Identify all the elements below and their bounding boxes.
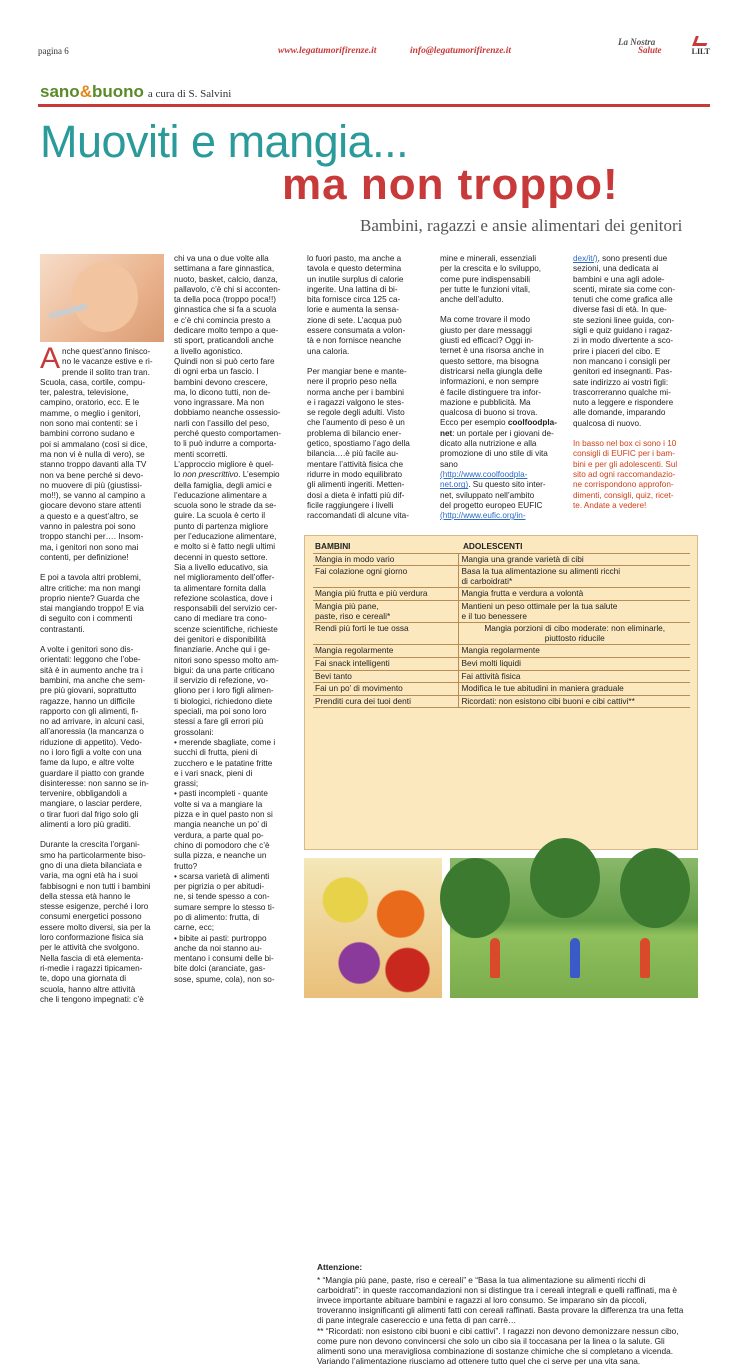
table-row [313,645,690,658]
table-row [313,657,690,670]
children-tip: Mangia in modo vario [313,553,459,566]
drop-cap: A [40,342,61,375]
table-row [313,588,690,601]
lilt-logo: LILT [692,36,710,56]
teen-tip: Bevi molti liquidi [459,657,690,670]
page-header [38,37,710,60]
children-tip: Mangia regolarmente [313,645,459,658]
eufic-link-end[interactable]: dex/it/) [573,254,598,263]
children-tip: Fai snack intelligenti [313,657,459,670]
teen-tip: Mangia una grande varietà di cibi [459,553,690,566]
lilt-icon [692,36,710,46]
column-2: chi va una o due volte alla settimana a fare ginnastica, nuoto, basket, calcio, danza, pallavolo, c’è chi si acconten- ta della poca (troppo poca!!) ginnastica che si fa a scuola e c’è chi comincia presto a dedicare molto tempo a que- sti sport, praticandoli anche a livello agonistico. Quindi non si può certo fare di ogni erba un fascio. I bambini devono crescere, ma, lo dicono tutti, non de- vono ingrassare. Ma non dobbiamo neanche ossessio- narli con l’assillo del peso, perché questo comportamen- to li può indurre a comporta- menti scorretti. L’approccio migliore è quel- lo non prescrittivo. L’esempio della famiglia, degli amici e l’educazione alimentare a scuola sono le strade da se- guire. La scuola è certo il punto di partenza migliore per l’educazione alimentare, e molto si è fatto negli ultimi decenni in questo settore. Sia a livello educativo, sia nel miglioramento dell’offer- ta alimentare fornita dalla refezione scolastica, dove i responsabili del servizio cer- cano di mediare tra cono- scenze scientifiche, richieste dei genitori e disponibilità finanziarie. Anche qui i ge- nitori sono spesso molto am- bigui: da una parte criticano il servizio di refezione, vo- gliono per i loro figli alimen- ti biologici, richiedono diete speciali, ma poi sono loro stessi a fare gli errori più grossolani: • merende sbagliate, come i succhi di frutta, pieni di zucchero e le patatine fritte e i vari snack, pieni di grassi; • pasti incompleti - quante volte si va a mangiare la pizza e in quel pasto non si mangia neanche un po’ di verdura, a parte qual po- chino di pomodoro che c’è sulla pizza, e neanche un frutto? • scarsa varietà di alimenti per pigrizia o per abitudi- ne, si tende spesso a con- sumare sempre lo stesso ti- po di alimento: frutta, di carne, ecc; • bibite ai pasti: purtroppo anche da noi stanno au- mentano i consumi delle bi- bite dolci (aranciate, gas- sose, spume, cola), non so- [174,254,281,984]
children-tip: Fai un po’ di movimento [313,683,459,696]
email-link[interactable]: info@legatumorifirenze.it [410,46,512,56]
kids-playing-football-photo [450,858,698,998]
table-row [313,623,690,645]
teen-tip: Mangia frutta e verdura a volontà [459,588,690,601]
children-tip: Mangia più pane, paste, riso e cereali* [313,600,459,622]
table-row [313,670,690,683]
header-rule [38,104,710,107]
teen-tip: Mantieni un peso ottimale per la tua salute e il tuo benessere [459,600,690,622]
eufic-link[interactable]: (http://www.eufic.org/in- [440,511,526,521]
coolfoodplanet-link[interactable]: (http://www.coolfoodpla- net.org) [440,469,528,490]
author-credit: a cura di S. Salvini [147,88,232,100]
teen-tip: Ricordati: non esistono cibi buoni e cibi cattivi** [459,695,690,708]
note-2: ** “Ricordati: non esistono cibi buoni e cibi cattivi”. I ragazzi non devono demonizzare nessun cibo, come pure non devono convincersi che solo un cibo sia il toccasana per la linea o la salute. Gli alimenti sono una meravigliosa combinazione di sostanze chimiche che si completano a vicenda. Variando l’alimentazione riusciamo ad ottenere tutto quel che ci serve per una vita sana. [317,1326,679,1366]
teen-tip: Basa la tua alimentazione su alimenti ricchi di carboidrati* [459,566,690,588]
column-4: mine e minerali, essenziali per la crescita e lo sviluppo, come pure indispensabili per tutte le funzioni vitali, anche dell’adulto. Ma come trovare il modo giusto per dare messaggi giusti ed efficaci? Oggi in- ternet è una risorsa anche in questo settore, ma bisogna districarsi nella giungla delle informazioni, e non sempre è facile distinguere tra infor- mazione e pubblicità. Ma qualcosa di buono si trova. Ecco per esempio coolfoodpla- net: un portale per i giovani de- dicato alla nutrizione e alla promozione di uno stile di vita sano (http://www.coolfoodpla- net.org). Su questo sito inter- net, sviluppato nell’ambito del progetto europeo EUFIC (http://www.eufic.org/in- [440,254,557,521]
table-row [313,683,690,696]
title-line-1: Muoviti e mangia... [40,116,409,167]
baby-eating-photo [40,254,164,342]
table-row [313,600,690,622]
eufic-tips-box [304,535,698,1366]
children-tip: Prenditi cura dei tuoi denti [313,695,459,708]
website-link[interactable]: www.legatumorifirenze.it [278,46,377,56]
teen-tip: Modifica le tue abitudini in maniera graduale [459,683,690,696]
column-5: dex/it/), sono presenti due sezioni, una dedicata ai bambini e una agli adole- scenti, mirate sia come con- tenuti che come grafica alle diverse fasi di età. In que- ste sezioni linee guida, con- sigli e quiz guidano i ragaz- zi in modo divertente a sco- prire i piaceri del cibo. E non mancano i consigli per genitori ed insegnanti. Pas- sate indirizzo ai vostri figli: trascorreranno qualche mi- nuto a leggere e rispondere alle domande, imparando qualcosa di nuovo. In basso nel box ci sono i 10 consigli di EUFIC per i bam- bini e per gli adolescenti. Sul sito ad ogni raccomandazio- ne corrispondono approfon- dimenti, consigli, quiz, ricet- te. Andate a vedere! [573,254,697,521]
box-intro: In basso nel box ci sono i 10 consigli di EUFIC per i bam- bini e per gli adolescenti. Sul sito ad ogni raccomandazio- ne corrispondono approfon- dimenti, consigli, quiz, ricet- te. Andate a vedere! [573,439,678,510]
column-header-children: BAMBINI [313,541,459,553]
fruit-vegetables-photo [304,858,442,998]
table-row [313,566,690,588]
tips-table [313,541,690,708]
subtitle: Bambini, ragazzi e ansie alimentari dei genitori [360,216,683,235]
children-tip: Bevi tanto [313,670,459,683]
title-line-2: ma non troppo! [282,160,619,209]
children-tip: Fai colazione ogni giorno [313,566,459,588]
section-rubric: sano&buono a cura di S. Salvini [40,82,232,101]
attention-note [317,1262,687,1367]
children-tip: Mangia più frutta e più verdura [313,588,459,601]
teen-tip: Mangia porzioni di cibo moderate: non eliminarle, piuttosto riducile [459,623,690,645]
column-1: Anche quest’anno finisco- no le vacanze estive e ri- prende il solito tran tran. Scuola, casa, cortile, compu- ter, palestra, televisione, campino, oratorio, ecc. E le mamme, o meglio i genitori, non sono mai contenti: se i bambini corrono sudano e poi si ammalano (così si dice, ma non vi è nulla di vero), se stanno troppo davanti alla TV non va bene perché si devo- no muovere di più (giustissi- mo!!), se vanno al campino a giocare devono stare attenti a questo e a quest’altro, se vanno in palestra poi sono troppo stanchi per…. Insom- ma, i genitori non sono mai contenti, per definizione! E poi a tavola altri problemi, altre critiche: ma non mangi proprio niente? Guarda che stai mangiando troppo! E via di seguito con i commenti contrastanti. A volte i genitori sono dis- orientati: leggono che l’obe- sità è in aumento anche tra i bambini, ma anche che sem- pre più giovani, soprattutto ragazze, hanno un difficile rapporto con gli alimenti, fi- no ad arrivare, in alcuni casi, all’anoressia (la mancanza o riduzione di appetito). Vedo- no i loro figli a volte con una fame da lupo, e altre volte guardare il piatto con grande disinteresse: non sanno se in- tervenire, obbligandoli a mangiare, o lasciar perdere, o tirar fuori dal frigo solo gli alimenti a loro più graditi. Durante la crescita l’organi- smo ha particolarmente biso- gno di una dieta bilanciata e varia, ma ogni età ha i suoi fabbisogni e non tutti i bambini della stessa età hanno le stesse esigenze, perché i loro consumi energetici possono essere molto diversi, sia per la loro conformazione fisica sia per le attività che svolgono. Nella fascia di età elementa- ri-medie i ragazzi tipicamen- te, dopo una giornata di scuola, hanno altre attività che li tengono impegnati: c’è [40,342,153,1004]
note-1: * “Mangia più pane, paste, riso e cereali” e “Basa la tua alimentazione su alimenti ricchi di carboidrati”: in queste raccomandazioni non si distingue tra i cereali integrali e quelli raffinati, ma è invece importante abituare bambini e ragazzi al loro consumo. Se imparano sin da piccoli, troveranno insignificanti gli alimenti fatti con cereali raffinati. Basta provare la differenza tra una fetta di pane integrale casereccio e una fetta di pan carrè… [317,1275,684,1325]
column-3: lo fuori pasto, ma anche a tavola e questo determina un inutile surplus di calorie ingerite. Una lattina di bi- bita fornisce circa 125 ca- lorie e aumenta la sensa- zione di sete. L’acqua può essere consumata a volon- tà e non fornisce neanche una caloria. Per mangiar bene e mante- nere il proprio peso nella norma anche per i bambini e i ragazzi valgono le stes- se regole degli adulti. Visto che l’aumento di peso è un problema di bilancio ener- getico, spostiamo l’ago della bilancia….è più facile au- mentare l’attività fisica che ridurre in modo equilibrato gli alimenti ingeriti. Metten- dosi a dieta è infatti più dif- ficile raggiungere i livelli raccomandati di alcune vita- [307,254,410,521]
children-tip: Rendi più forti le tue ossa [313,623,459,645]
teen-tip: Mangia regolarmente [459,645,690,658]
attention-title: Attenzione: [317,1262,363,1272]
magazine-logo: La Nostra Salute [618,37,662,55]
teen-tip: Fai attività fisica [459,670,690,683]
table-row [313,553,690,566]
column-header-teens: ADOLESCENTI [459,541,690,553]
table-row [313,695,690,708]
brand-coolfoodplanet: coolfoodpla- net [440,418,557,438]
page-number: pagina 6 [38,46,69,56]
